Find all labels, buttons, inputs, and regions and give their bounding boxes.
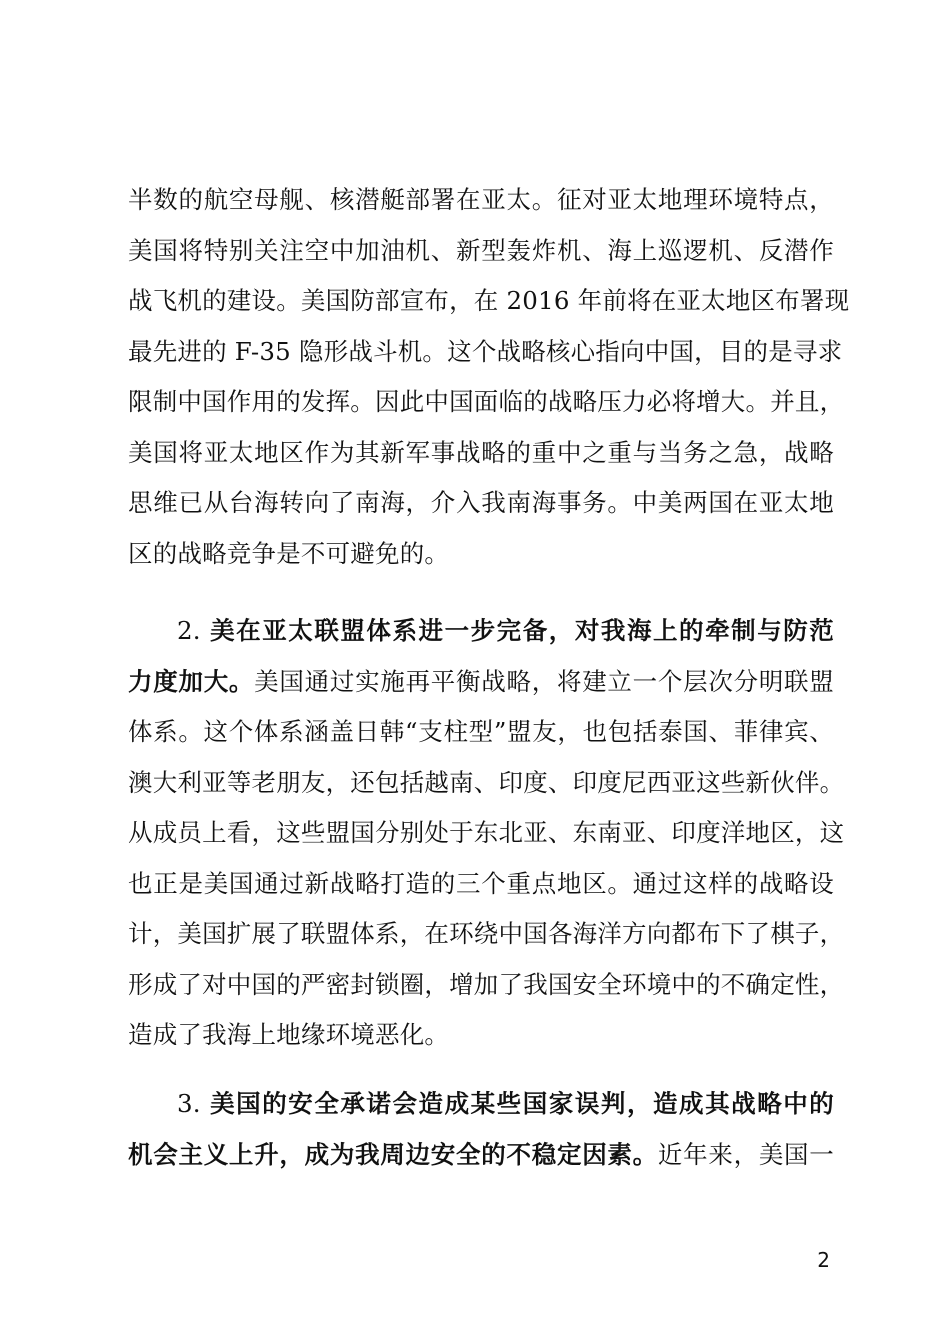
- text-line: [128, 758, 845, 809]
- paragraph-security-commitment: [128, 1079, 834, 1180]
- section-heading-text: 美在亚太联盟体系进一步完备，对我海上的牵制与防范: [210, 616, 834, 645]
- text-run: 区的战略竞争是不可避免的。: [128, 538, 450, 568]
- section-heading-text: 美国的安全承诺会造成某些国家误判，造成其战略中的: [210, 1089, 834, 1118]
- text-line: [128, 327, 843, 378]
- text-line: [128, 859, 834, 910]
- text-line: [128, 1130, 834, 1181]
- text-run: 体系。这个体系涵盖日韩“支柱型”盟友，也包括泰国、菲律宾、: [128, 717, 834, 746]
- text-line: [128, 276, 850, 327]
- text-line: [128, 960, 845, 1011]
- paragraph-alliance-system: [128, 606, 845, 1061]
- text-line: [128, 1010, 834, 1061]
- text-run: 形成了对中国的严密封锁圈，增加了我国安全环境中的不确定性，: [128, 969, 845, 999]
- text-run: 限制中国作用的发挥。因此中国面临的战略压力必将增大。并且，: [128, 387, 845, 416]
- page-number: 2: [817, 1248, 830, 1272]
- text-run: 美国将特别关注空中加油机、新型轰炸机、海上巡逻机、反潜作: [128, 235, 834, 265]
- section-heading-text: 机会主义上升，成为我周边安全的不稳定因素。: [128, 1139, 658, 1169]
- text-line: [128, 707, 834, 758]
- text-run: 美国将亚太地区作为其新军事战略的重中之重与当务之急，战略: [128, 437, 834, 467]
- text-run: 澳大利亚等老朋友，还包括越南、印度、印度尼西亚这些新伙伴。: [128, 767, 845, 797]
- text-run: 半数的航空母舰、核潜艇部署在亚太。征对亚太地理环境特点，: [128, 185, 834, 214]
- text-line: [128, 478, 834, 529]
- text-line: [128, 1079, 834, 1130]
- text-run: 从成员上看，这些盟国分别处于东北亚、东南亚、印度洋地区，这: [128, 818, 845, 847]
- text-run: 战飞机的建设。美国防部宣布，在 2016 年前将在亚太地区布署现: [128, 286, 850, 315]
- text-run: 最先进的 F-35 隐形战斗机。这个战略核心指向中国，目的是寻求: [128, 336, 843, 366]
- text-line: [128, 428, 834, 479]
- section-heading-text: 力度加大。: [128, 666, 255, 696]
- text-line: [128, 377, 845, 428]
- text-run: 美国通过实施再平衡战略，将建立一个层次分明联盟: [254, 666, 834, 696]
- text-line: [128, 606, 834, 657]
- text-line: [128, 657, 834, 708]
- list-number: 3.: [177, 1089, 211, 1118]
- paragraph-asia-pacific-strategy: [128, 175, 850, 579]
- text-line: [128, 909, 845, 960]
- text-run: 造成了我海上地缘环境恶化。: [128, 1020, 450, 1049]
- text-line: [128, 529, 834, 580]
- text-run: 也正是美国通过新战略打造的三个重点地区。通过这样的战略设: [128, 868, 834, 898]
- text-line: [128, 226, 834, 277]
- text-run: 思维已从台海转向了南海，介入我南海事务。中美两国在亚太地: [128, 488, 834, 517]
- text-line: [128, 808, 845, 859]
- text-run: 近年来，美国一: [657, 1139, 834, 1169]
- list-number: 2.: [177, 616, 211, 645]
- text-run: 计，美国扩展了联盟体系，在环绕中国各海洋方向都布下了棋子，: [128, 919, 845, 948]
- text-line: [128, 175, 834, 226]
